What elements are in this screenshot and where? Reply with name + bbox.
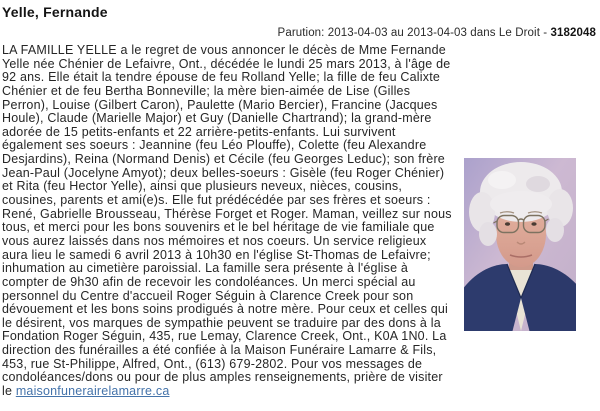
portrait-photo	[464, 158, 576, 331]
text-line: 453, rue St-Philippe, Alfred, Ont., (613) 679-2802. Pour vos messages de	[2, 356, 423, 371]
text-line: Desjardins), Reina (Normand Denis) et Cécile (feu Georges Leduc); son frère	[2, 152, 445, 167]
text-line: également ses soeurs : Jeannine (feu Léo Plouffe), Colette (feu Alexandre	[2, 138, 427, 153]
text-line: Fondation Roger Séguin, 435, rue Lemay, Clarence Creek, Ont., K0A 1N0. La	[2, 329, 447, 344]
text-line: compter de 9h30 afin de recevoir les condoléances. Un merci spécial au	[2, 274, 416, 289]
text-line: cousines, parents et ami(e)s. Elle fut prédécédée par ses frères et soeurs :	[2, 193, 431, 208]
funeral-home-link[interactable]: maisonfunerairelamarre.ca	[15, 384, 170, 399]
text-line: condoléances/dons ou pour de plus amples renseignements, prière de visiter	[2, 370, 443, 385]
text-line: personnel du Centre d'accueil Roger Séguin à Clarence Creek pour son	[2, 288, 414, 303]
text-line: Chénier et de feu Bertha Bonneville; la mère bien-aimée de Lise (Gilles	[2, 83, 411, 98]
text-line: tous, et merci pour les bons souvenirs et le bel héritage de vie familiale que	[2, 220, 435, 235]
text-line: René, Gabrielle Brousseau, Thérèse Forget et Roger. Maman, veillez sur nous	[2, 206, 452, 221]
text-line: adorée de 15 petits-enfants et 22 arrière-petits-enfants. Lui survivent	[2, 124, 396, 139]
page-title: Yelle, Fernande	[2, 4, 108, 20]
text-line: Yelle née Chénier de Lefaivre, Ont., décédée le lundi 25 mars 2013, à l'âge de	[2, 56, 451, 71]
text-line: aura lieu le samedi 6 avril 2013 à 10h30 en l'église St-Thomas de Lefaivre;	[2, 247, 431, 262]
portrait-illustration	[464, 158, 576, 331]
publication-info	[278, 27, 596, 39]
text-line-with-link	[2, 385, 452, 399]
text-line: Jean-Paul (Jocelyne Amyot); deux belles-soeurs : Gisèle (feu Roger Chénier)	[2, 165, 445, 180]
publication-reference-number: 3182048	[550, 27, 596, 39]
text-line: le désirent, vos marques de sympathie peuvent se traduire par des dons à la	[2, 315, 441, 330]
last-line-prefix: le	[2, 384, 16, 399]
text-line: LA FAMILLE YELLE a le regret de vous annoncer le décès de Mme Fernande	[2, 43, 446, 57]
text-line: et Rita (feu Hector Yelle), ainsi que plusieurs neveux, nièces, cousins,	[2, 179, 403, 194]
obituary-text	[2, 44, 452, 399]
publication-text: Parution: 2013-04-03 au 2013-04-03 dans Le Droit -	[277, 27, 551, 39]
text-line: Houle), Claude (Marielle Major) et Guy (Danielle Chartrand); la grand-mère	[2, 111, 432, 126]
text-line: direction des funérailles a été confiée à la Maison Funéraire Lamarre & Fils,	[2, 343, 437, 358]
text-line: dévouement et les bons soins prodigués à notre mère. Pour ceux et celles qui	[2, 302, 449, 317]
text-line: Perron), Louise (Gilbert Caron), Paulette (Mario Bercier), Francine (Jacques	[2, 97, 438, 112]
text-line: 92 ans. Elle était la tendre épouse de feu Rolland Yelle; la fille de feu Calixte	[2, 70, 441, 85]
text-line: vous aurez laissés dans nos mémoires et nos coeurs. Un service religieux	[2, 233, 427, 248]
text-line: inhumation au cimetière paroissial. La famille sera présente à l'église à	[2, 261, 409, 276]
